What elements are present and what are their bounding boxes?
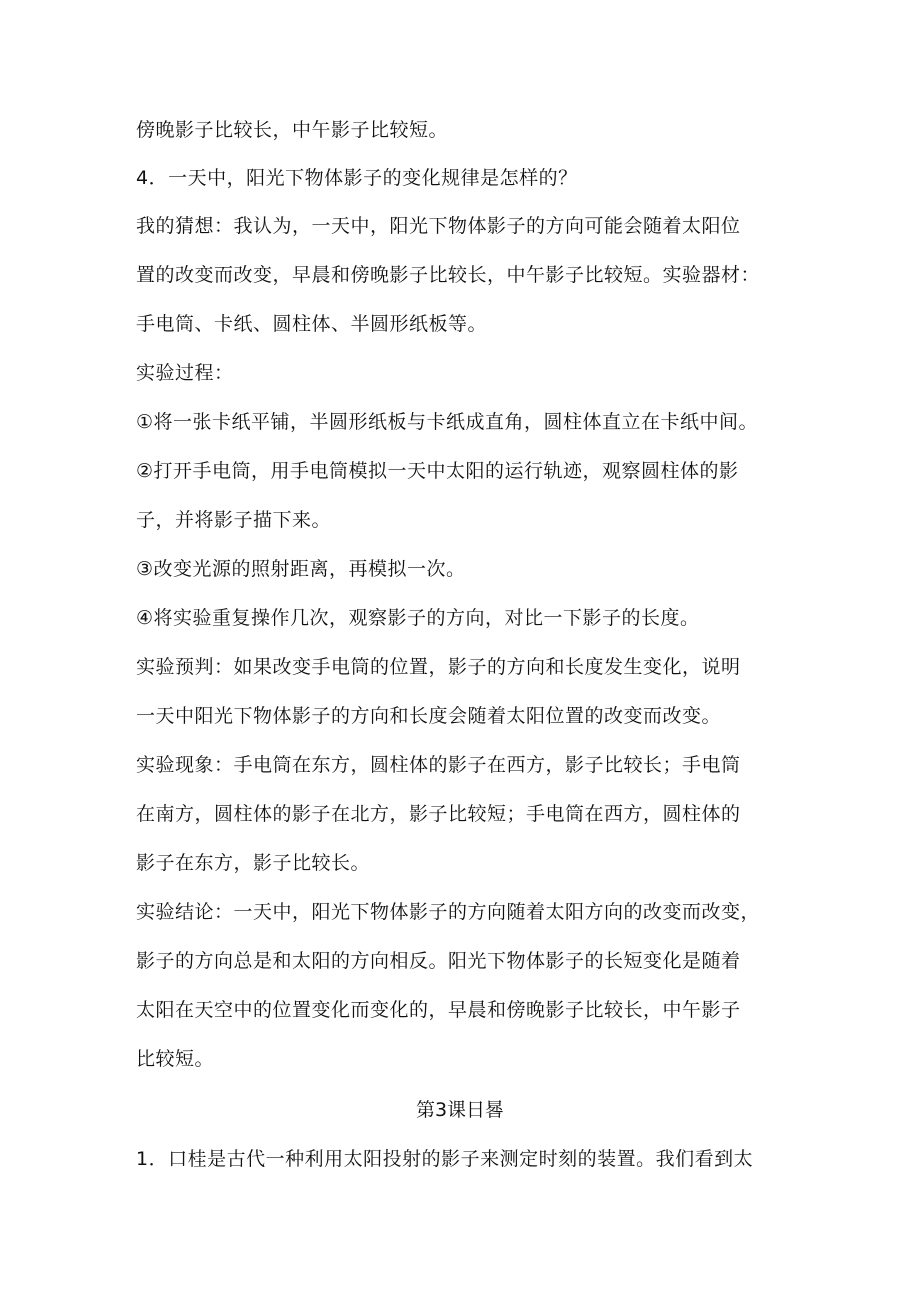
text-line: 傍晚影子比较长，中午影子比较短。 [136, 119, 449, 141]
text-line: 比较短。 [136, 1048, 215, 1070]
lesson-title: 第3课日晷 [415, 1099, 505, 1121]
step-2: ②打开手电筒，用手电筒模拟一天中太阳的运行轨迹，观察圆柱体的影 [136, 460, 739, 482]
text-line: 实验现象：手电筒在东方，圆柱体的影子在西方，影子比较长；手电筒 [136, 754, 741, 776]
question-4: 4．一天中，阳光下物体影子的变化规律是怎样的？ [136, 167, 578, 189]
text-line: 影子的方向总是和太阳的方向相反。阳光下物体影子的长短变化是随着 [136, 950, 741, 972]
text-line: 太阳在天空中的位置变化而变化的，早晨和傍晚影子比较长，中午影子 [136, 999, 741, 1021]
text-line: 实验预判：如果改变手电筒的位置，影子的方向和长度发生变化，说明 [136, 656, 741, 678]
step-4: ④将实验重复操作几次，观察影子的方向，对比一下影子的长度。 [136, 607, 700, 629]
step-3: ③改变光源的照射距离，再模拟一次。 [136, 558, 466, 580]
text-line: 子，并将影子描下来。 [136, 509, 332, 531]
text-line: 影子在东方，影子比较长。 [136, 852, 371, 874]
text-line: 实验过程： [136, 362, 234, 384]
step-1: ①将一张卡纸平铺，半圆形纸板与卡纸成直角，圆柱体直立在卡纸中间。 [136, 411, 759, 433]
text-line: 我的猜想：我认为，一天中，阳光下物体影子的方向可能会随着太阳位 [136, 215, 741, 237]
text-line: 实验结论：一天中，阳光下物体影子的方向随着太阳方向的改变而改变， [136, 901, 761, 923]
text-line: 一天中阳光下物体影子的方向和长度会随着太阳位置的改变而改变。 [136, 705, 722, 727]
text-line: 手电筒、卡纸、圆柱体、半圆形纸板等。 [136, 313, 488, 335]
text-line: 置的改变而改变，早晨和傍晚影子比较长，中午影子比较短。实验器材： [136, 264, 761, 286]
question-1: 1．口桂是古代一种利用太阳投射的影子来测定时刻的装置。我们看到太 [136, 1148, 754, 1170]
text-line: 在南方，圆柱体的影子在北方，影子比较短；手电筒在西方，圆柱体的 [136, 803, 741, 825]
